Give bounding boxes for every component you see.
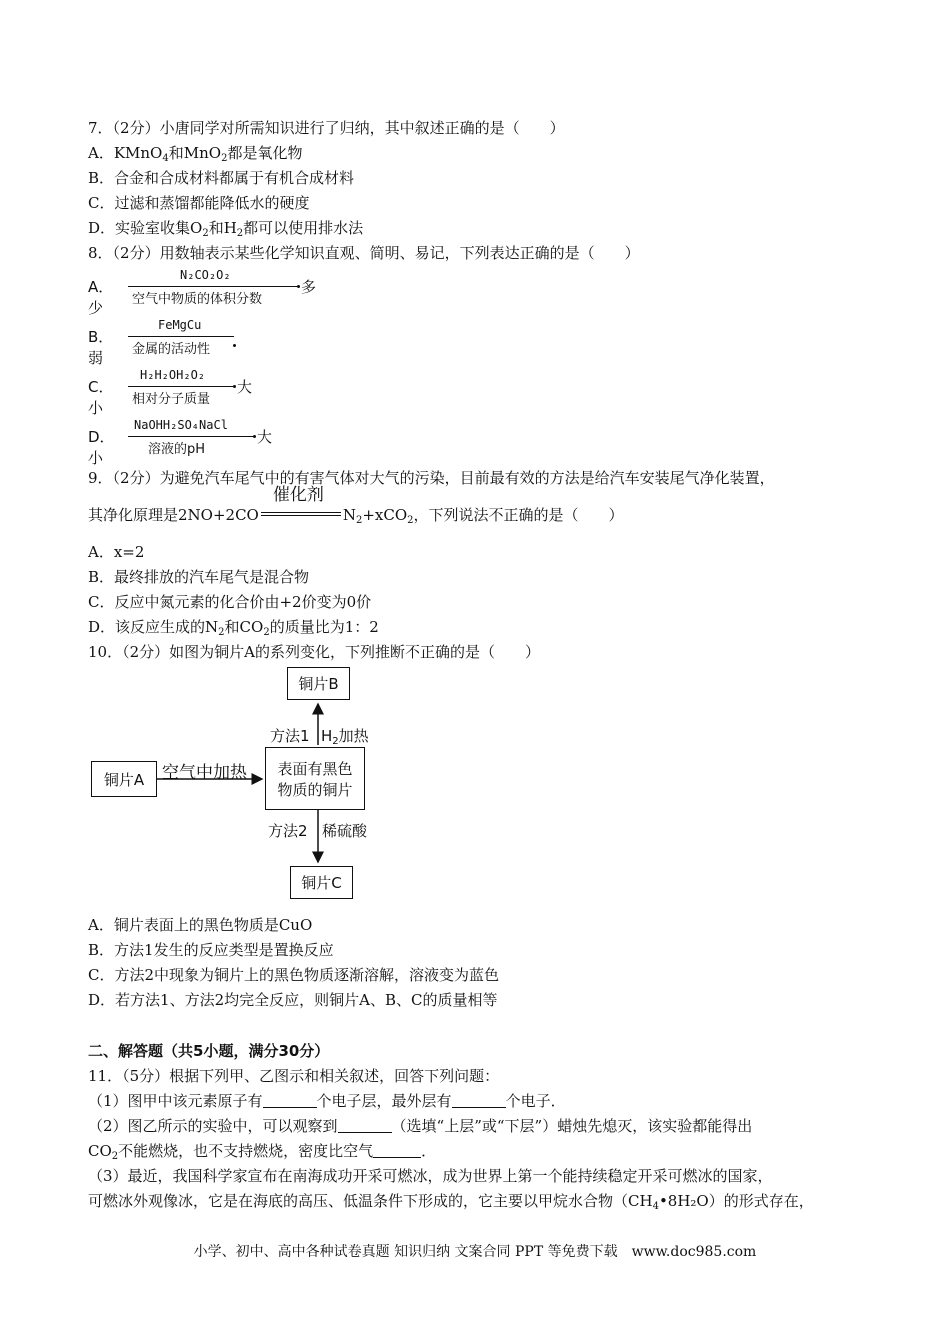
label-method-1: 方法1 xyxy=(270,727,310,745)
box-copper-c: 铜片C xyxy=(290,866,353,899)
box-copper-b: 铜片B xyxy=(287,667,350,700)
q9-option-a: A．x=2 xyxy=(88,543,145,561)
q7-option-a: A．KMnO$_4$和MnO$_2$都是氧化物 xyxy=(88,144,303,164)
q10-option-c: C．方法2中现象为铜片上的黑色物质逐渐溶解，溶液变为蓝色 xyxy=(88,966,500,984)
label-heat-in-air: 空气中加热 xyxy=(162,763,247,783)
answer-blank[interactable] xyxy=(452,1093,506,1108)
q9-equation: 其净化原理是2NO+2CO 催化剂 $N_2+xCO_2$，下列说法不正确的是（ ） xyxy=(88,485,624,526)
q9-option-c: C．反应中氮元素的化合价由+2价变为0价 xyxy=(88,593,372,611)
q8-stem: 8．（2分）用数轴表示某些化学知识直观、简明、易记，下列表达正确的是（ ） xyxy=(88,244,640,262)
q8-a-bottom: 空气中物质的体积分数 xyxy=(132,292,263,307)
q8-d-left: D．小 xyxy=(88,428,115,467)
box-blackened-copper: 表面有黑色 物质的铜片 xyxy=(265,747,365,810)
q11-part-2-cont: $CO_2$不能燃烧，也不支持燃烧，密度比空气 ． xyxy=(88,1142,437,1162)
q8-b-bottom: 金属的活动性 xyxy=(132,342,211,357)
q7-option-c: C．过滤和蒸馏都能降低水的硬度 xyxy=(88,194,310,212)
answer-blank[interactable] xyxy=(373,1143,421,1158)
q10-option-d: D．若方法1、方法2均完全反应，则铜片A、B、C的质量相等 xyxy=(88,991,498,1009)
q8-c-left: C．小 xyxy=(88,378,114,417)
q8-c-bottom: 相对分子质量 xyxy=(132,392,211,407)
label-h2-heating: $H_2$加热 xyxy=(321,727,369,747)
section-2-heading: 二、解答题（共5小题，满分30分） xyxy=(88,1042,330,1060)
q8-c-right: 大 xyxy=(237,378,253,396)
q10-option-b: B．方法1发生的反应类型是置换反应 xyxy=(88,941,334,959)
q8-a-right: 多 xyxy=(301,278,317,296)
q8-b-top: FeMgCu xyxy=(158,318,202,332)
q7-option-d: D．实验室收集$O_2$和$H_2$都可以使用排水法 xyxy=(88,219,364,239)
q11-part-1: （1）图甲中该元素原子有 个电子层，最外层有 个电子． xyxy=(88,1092,566,1110)
q9-catalyst-label: 催化剂 xyxy=(272,485,324,505)
q11-part-2: （2）图乙所示的实验中，可以观察到 （选填“上层”或“下层”）蜡烛先熄灭，该实验都能得出 xyxy=(88,1117,753,1135)
q8-d-right: 大 xyxy=(257,428,273,446)
q9-option-d: D．该反应生成的$N_2$和$CO_2$的质量比为1：2 xyxy=(88,618,379,638)
q8-d-bottom: 溶液的pH xyxy=(148,442,206,457)
q8-b-left: B．弱 xyxy=(88,328,114,367)
q11-stem: 11．（5分）根据下列甲、乙图示和相关叙述，回答下列问题： xyxy=(88,1067,500,1085)
label-method-2: 方法2 xyxy=(268,822,308,840)
q8-a-top: N₂CO₂O₂ xyxy=(180,268,231,282)
q8-d-top: NaOHH₂SO₄NaCl xyxy=(134,418,228,432)
q9-stem: 9．（2分）为避免汽车尾气中的有害气体对大气的污染，目前最有效的方法是给汽车安装尾气净化装置， xyxy=(88,469,775,487)
answer-blank[interactable] xyxy=(338,1118,392,1133)
q9-option-b: B．最终排放的汽车尾气是混合物 xyxy=(88,568,310,586)
box-copper-a: 铜片A xyxy=(91,761,157,797)
q7-option-b: B．合金和合成材料都属于有机合成材料 xyxy=(88,169,355,187)
q11-part-3-cont: 可燃冰外观像冰，它是在海底的高压、低温条件下形成的，它主要以甲烷水合物$(CH_4•8H_2O)$的形式存在， xyxy=(88,1192,814,1212)
page-footer: 小学、初中、高中各种试卷真题 知识归纳 文案合同 PPT 等免费下载 www.doc985.com xyxy=(193,1244,757,1260)
q8-a-left: A．少 xyxy=(88,278,114,317)
q7-stem: 7．（2分）小唐同学对所需知识进行了归纳，其中叙述正确的是（ ） xyxy=(88,119,565,137)
q11-part-3: （3）最近，我国科学家宣布在南海成功开采可燃冰，成为世界上第一个能持续稳定开采可燃冰的国家， xyxy=(88,1167,773,1185)
q10-stem: 10．（2分）如图为铜片A的系列变化，下列推断不正确的是（ ） xyxy=(88,643,540,661)
label-dilute-sulfuric-acid: 稀硫酸 xyxy=(322,822,368,840)
answer-blank[interactable] xyxy=(263,1093,317,1108)
q8-c-top: H₂H₂OH₂O₂ xyxy=(140,368,206,382)
q10-option-a: A．铜片表面上的黑色物质是CuO xyxy=(88,916,313,934)
